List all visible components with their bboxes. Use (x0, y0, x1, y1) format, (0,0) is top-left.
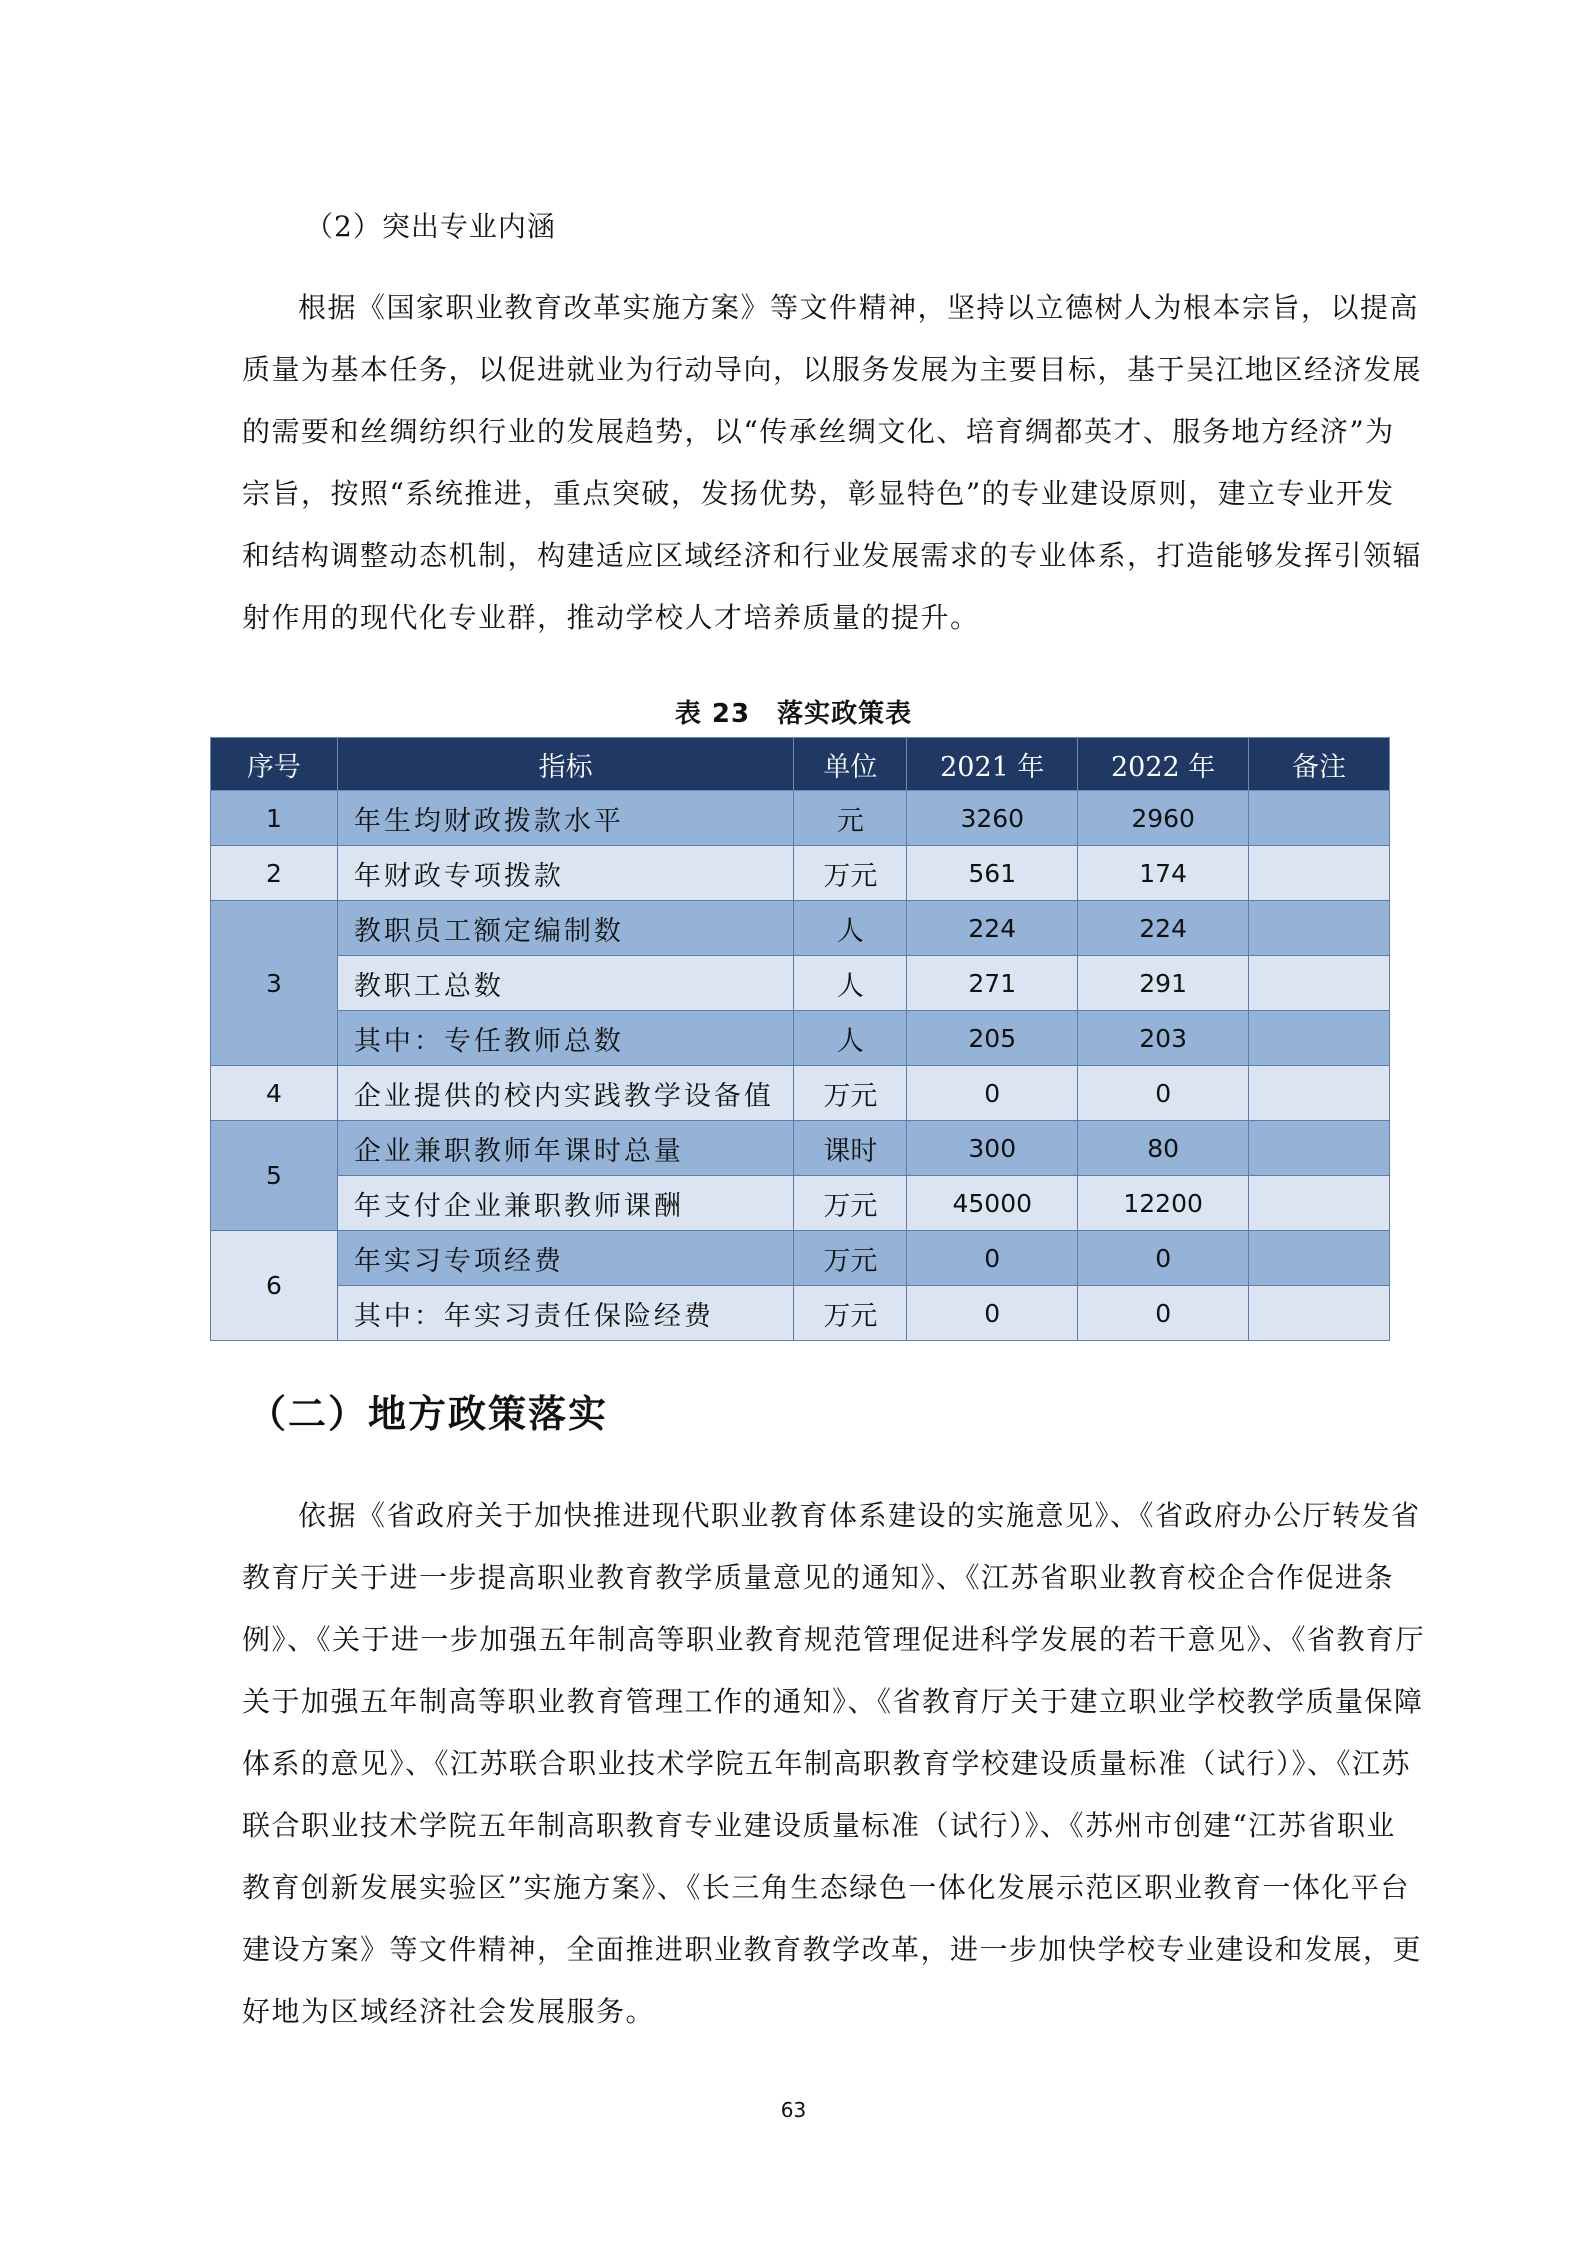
cell-note (1249, 846, 1390, 901)
header-2022: 2022 年 (1078, 738, 1249, 791)
cell-seq: 2 (211, 846, 338, 901)
cell-seq: 4 (211, 1066, 338, 1121)
table-row (211, 846, 1390, 901)
cell-2021: 3260 (907, 791, 1078, 846)
paragraph-professional-connotation (242, 277, 1423, 649)
cell-indicator: 教职工总数 (337, 956, 794, 1011)
cell-note (1249, 1121, 1390, 1176)
table-row (211, 1121, 1390, 1176)
header-note: 备注 (1249, 738, 1390, 791)
cell-2021: 205 (907, 1011, 1078, 1066)
cell-2022: 2960 (1078, 791, 1249, 846)
cell-unit: 元 (794, 791, 907, 846)
cell-2022: 80 (1078, 1121, 1249, 1176)
paragraph-line: 的需要和丝绸纺织行业的发展趋势，以“传承丝绸文化、培育绸都英才、服务地方经济”为 (242, 415, 1395, 448)
cell-unit: 人 (794, 1011, 907, 1066)
paragraph-line: 联合职业技术学院五年制高职教育专业建设质量标准（试行）》、《苏州市创建“江苏省职业 (242, 1809, 1396, 1842)
cell-unit: 人 (794, 901, 907, 956)
paragraph-line: 射作用的现代化专业群，推动学校人才培养质量的提升。 (242, 601, 980, 634)
cell-2022: 203 (1078, 1011, 1249, 1066)
cell-2022: 224 (1078, 901, 1249, 956)
cell-unit: 课时 (794, 1121, 907, 1176)
cell-2021: 300 (907, 1121, 1078, 1176)
cell-seq: 6 (211, 1231, 338, 1341)
cell-2021: 561 (907, 846, 1078, 901)
cell-seq: 1 (211, 791, 338, 846)
cell-2022: 12200 (1078, 1176, 1249, 1231)
cell-unit: 万元 (794, 1066, 907, 1121)
paragraph-line: 和结构调整动态机制，构建适应区域经济和行业发展需求的专业体系，打造能够发挥引领辐 (242, 539, 1423, 572)
table-row (211, 791, 1390, 846)
paragraph-line: 宗旨，按照“系统推进，重点突破，发扬优势，彰显特色”的专业建设原则，建立专业开发 (242, 477, 1395, 510)
cell-note (1249, 901, 1390, 956)
cell-note (1249, 1011, 1390, 1066)
cell-seq: 3 (211, 901, 338, 1066)
header-indicator: 指标 (337, 738, 794, 791)
cell-2022: 0 (1078, 1231, 1249, 1286)
cell-indicator: 年支付企业兼职教师课酬 (337, 1176, 794, 1231)
table-row (211, 1286, 1390, 1341)
cell-2021: 0 (907, 1286, 1078, 1341)
paragraph-line: 教育创新发展实验区”实施方案》、《长三角生态绿色一体化发展示范区职业教育一体化平台 (242, 1871, 1410, 1904)
table-row (211, 956, 1390, 1011)
table-row (211, 1231, 1390, 1286)
policy-table (210, 737, 1390, 1341)
table-row (211, 1066, 1390, 1121)
cell-note (1249, 1286, 1390, 1341)
cell-unit: 万元 (794, 1231, 907, 1286)
cell-unit: 万元 (794, 1176, 907, 1231)
cell-note (1249, 1066, 1390, 1121)
cell-2022: 0 (1078, 1066, 1249, 1121)
paragraph-local-policy (242, 1485, 1426, 2043)
table-caption: 表 23 落实政策表 (674, 699, 913, 729)
cell-note (1249, 956, 1390, 1011)
paragraph-line: 体系的意见》、《江苏联合职业技术学院五年制高职教育学校建设质量标准（试行）》、《江苏 (242, 1747, 1412, 1780)
paragraph-line: 教育厅关于进一步提高职业教育教学质量意见的通知》、《江苏省职业教育校企合作促进条 (242, 1561, 1395, 1594)
paragraph-line: 依据《省政府关于加快推进现代职业教育体系建设的实施意见》、《省政府办公厅转发省 (298, 1499, 1421, 1532)
header-seq: 序号 (211, 738, 338, 791)
header-unit: 单位 (794, 738, 907, 791)
cell-2022: 0 (1078, 1286, 1249, 1341)
cell-note (1249, 1231, 1390, 1286)
subheading: （2）突出专业内涵 (305, 210, 556, 243)
cell-unit: 万元 (794, 846, 907, 901)
cell-indicator: 企业兼职教师年课时总量 (337, 1121, 794, 1176)
cell-unit: 人 (794, 956, 907, 1011)
cell-note (1249, 791, 1390, 846)
table-header-row (211, 738, 1390, 791)
cell-indicator: 教职员工额定编制数 (337, 901, 794, 956)
paragraph-line: 例》、《关于进一步加强五年制高等职业教育规范管理促进科学发展的若干意见》、《省教育厅 (242, 1623, 1426, 1656)
cell-unit: 万元 (794, 1286, 907, 1341)
page-number: 63 (780, 2098, 807, 2122)
cell-seq: 5 (211, 1121, 338, 1231)
header-2021: 2021 年 (907, 738, 1078, 791)
table-row (211, 901, 1390, 956)
paragraph-line: 关于加强五年制高等职业教育管理工作的通知》、《省教育厅关于建立职业学校教学质量保障 (242, 1685, 1424, 1718)
cell-indicator: 其中：专任教师总数 (337, 1011, 794, 1066)
section-heading: （二）地方政策落实 (248, 1391, 609, 1436)
cell-indicator: 企业提供的校内实践教学设备值 (337, 1066, 794, 1121)
cell-indicator: 其中：年实习责任保险经费 (337, 1286, 794, 1341)
cell-2021: 271 (907, 956, 1078, 1011)
cell-indicator: 年生均财政拨款水平 (337, 791, 794, 846)
table-row (211, 1011, 1390, 1066)
cell-2021: 0 (907, 1066, 1078, 1121)
cell-indicator: 年财政专项拨款 (337, 846, 794, 901)
cell-indicator: 年实习专项经费 (337, 1231, 794, 1286)
cell-2022: 174 (1078, 846, 1249, 901)
cell-2021: 0 (907, 1231, 1078, 1286)
paragraph-line: 质量为基本任务，以促进就业为行动导向，以服务发展为主要目标，基于吴江地区经济发展 (242, 353, 1423, 386)
cell-2021: 45000 (907, 1176, 1078, 1231)
cell-2022: 291 (1078, 956, 1249, 1011)
paragraph-line: 根据《国家职业教育改革实施方案》等文件精神，坚持以立德树人为根本宗旨，以提高 (298, 291, 1420, 324)
cell-2021: 224 (907, 901, 1078, 956)
table-row (211, 1176, 1390, 1231)
paragraph-line: 建设方案》等文件精神，全面推进职业教育教学改革，进一步加快学校专业建设和发展，更 (242, 1933, 1423, 1966)
paragraph-line: 好地为区域经济社会发展服务。 (242, 1995, 656, 2028)
cell-note (1249, 1176, 1390, 1231)
